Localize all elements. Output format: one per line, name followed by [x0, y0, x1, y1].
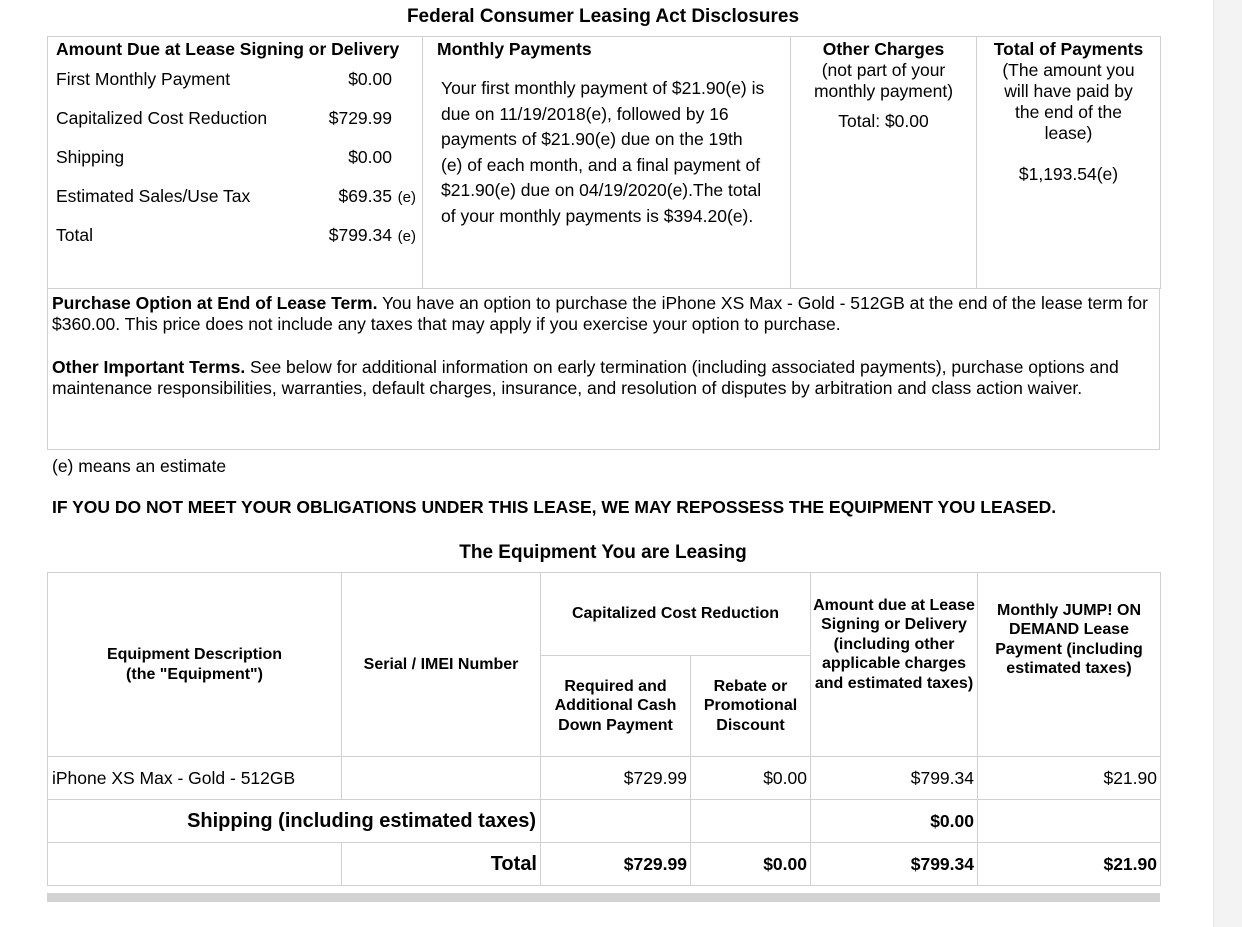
item-amount-due: $799.34 [811, 757, 978, 800]
amount-row-estimate: (e) [397, 228, 416, 245]
header-monthly: Monthly JUMP! ON DEMAND Lease Payment (including estimated taxes) [978, 573, 1161, 757]
amount-row-value: $0.00 [348, 147, 392, 167]
amount-row-label: Estimated Sales/Use Tax [56, 186, 251, 206]
equipment-title: The Equipment You are Leasing [459, 542, 747, 563]
amount-row-value: $69.35 [338, 186, 392, 206]
purchase-option-heading: Purchase Option at End of Lease Term. [52, 293, 378, 313]
other-charges-cell [791, 37, 977, 289]
equipment-table [47, 572, 1161, 886]
amount-row-estimate: (e) [397, 189, 416, 206]
amount-row-value: $0.00 [348, 69, 392, 89]
total-payments-heading: Total of Payments [993, 39, 1144, 59]
header-rebate: Rebate or Promotional Discount [691, 656, 811, 757]
header-required: Required and Additional Cash Down Payment [541, 656, 691, 757]
item-rebate: $0.00 [691, 757, 811, 800]
shipping-amount-due: $0.00 [811, 800, 978, 843]
item-required: $729.99 [541, 757, 691, 800]
other-charges-total: Total: $0.00 [838, 111, 929, 131]
header-description: Equipment Description (the "Equipment") [48, 573, 342, 757]
amount-row-label: Total [56, 225, 93, 245]
page-title: Federal Consumer Leasing Act Disclosures [406, 6, 800, 27]
total-required: $729.99 [541, 843, 691, 886]
amount-row [56, 216, 416, 255]
amount-row [56, 60, 416, 99]
item-monthly: $21.90 [978, 757, 1161, 800]
amount-row-value: $729.99 [328, 108, 392, 128]
amount-row-label: First Monthly Payment [56, 69, 231, 89]
terms-box [47, 288, 1160, 450]
amount-row [56, 138, 416, 177]
header-serial: Serial / IMEI Number [342, 573, 541, 757]
other-charges-heading: Other Charges [822, 39, 945, 59]
repossess-warning: IF YOU DO NOT MEET YOUR OBLIGATIONS UNDER THIS LEASE, WE MAY REPOSSESS THE EQUIPMENT YOU LEASED. [52, 497, 1057, 517]
other-charges-subtitle: (not part of your monthly payment) [813, 60, 954, 101]
other-terms-text: See below for additional information on early termination (including associated payments), purchase options and maintenance responsibilities, warranties, default charges, insurance, and resolution of disputes by arbitration and class action waiver. [52, 357, 1119, 398]
amount-due-cell [48, 37, 423, 289]
disclosures-table [47, 36, 1161, 289]
monthly-payments-heading: Monthly Payments [437, 39, 592, 59]
table-row [48, 757, 1161, 800]
amount-due-heading: Amount Due at Lease Signing or Delivery [56, 39, 400, 59]
total-monthly: $21.90 [978, 843, 1161, 886]
total-payments-value: $1,193.54(e) [1018, 164, 1119, 184]
amount-row-label: Shipping [56, 147, 125, 167]
shipping-row [48, 800, 1161, 843]
right-scroll-gutter [1213, 0, 1242, 927]
other-terms-paragraph [52, 357, 1155, 399]
item-serial [342, 757, 541, 800]
total-payments-subtitle: (The amount you will have paid by the end of the lease) [1002, 60, 1135, 143]
estimate-note: (e) means an estimate [52, 456, 227, 476]
monthly-payments-text: Your first monthly payment of $21.90(e) is due on 11/19/2018(e), followed by 16 payments of $21.90(e) due on the 19th (e) of each month, and a final payment of $21.90(e) due on 04/19/2020(e).The total of your monthly payments is $394.20(e). [441, 78, 765, 226]
shipping-label: Shipping (including estimated taxes) [48, 800, 541, 843]
total-label: Total [342, 843, 541, 886]
purchase-option-text: You have an option to purchase the iPhone XS Max - Gold - 512GB at the end of the lease term for $360.00. This price does not include any taxes that may apply if you exercise your option to purchase. [52, 293, 1148, 334]
total-amount-due: $799.34 [811, 843, 978, 886]
total-payments-cell [977, 37, 1161, 289]
item-description: iPhone XS Max - Gold - 512GB [48, 757, 342, 800]
amount-row [56, 177, 416, 216]
amount-row-label: Capitalized Cost Reduction [56, 108, 268, 128]
other-terms-heading: Other Important Terms. [52, 357, 246, 377]
horizontal-scrollbar[interactable] [47, 893, 1160, 902]
header-amount-due: Amount due at Lease Signing or Delivery (including other applicable charges and estimated taxes) [811, 573, 978, 757]
amount-row-value: $799.34 [328, 225, 392, 245]
total-rebate: $0.00 [691, 843, 811, 886]
monthly-payments-cell [423, 37, 791, 289]
header-cap-cost: Capitalized Cost Reduction [541, 573, 811, 656]
purchase-option-paragraph [52, 293, 1155, 335]
amount-row [56, 99, 416, 138]
total-row [48, 843, 1161, 886]
